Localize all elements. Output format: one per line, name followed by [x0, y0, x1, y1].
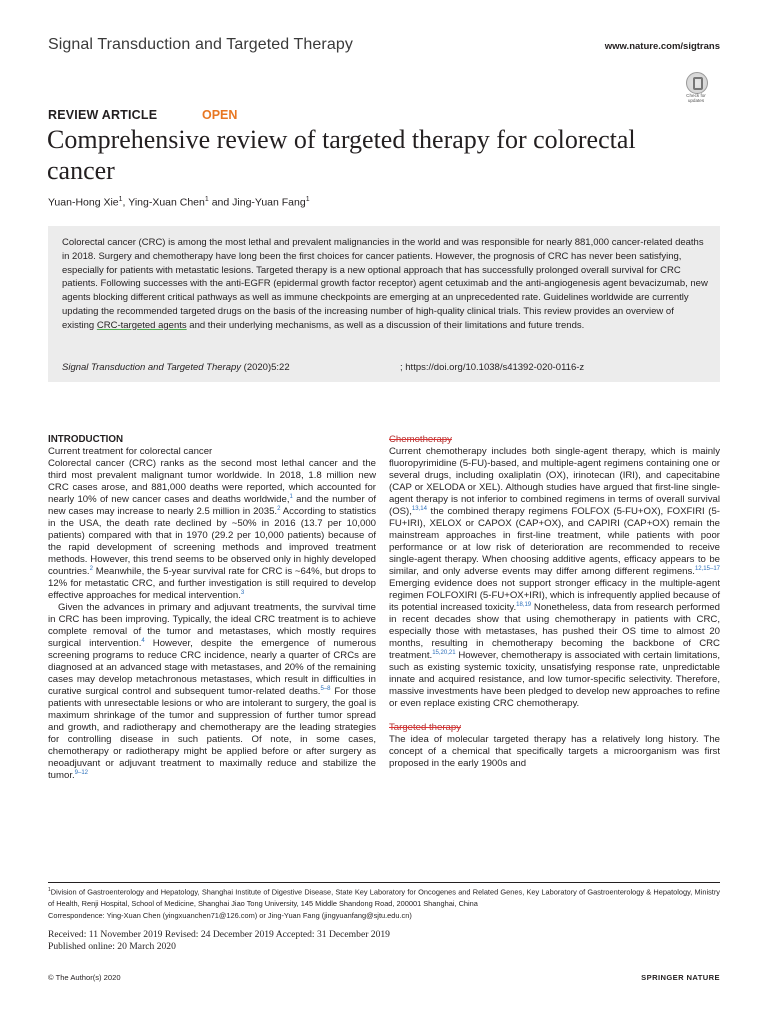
citation-ref[interactable]: 4: [141, 637, 145, 644]
article-title: Comprehensive review of targeted therapy for colorectal cancer: [47, 125, 636, 185]
citation-ref[interactable]: 3: [240, 589, 245, 596]
author-list: [48, 196, 310, 209]
author-separator: and: [208, 196, 233, 209]
text-run: Colorectal cancer (CRC) ranks as the second most lethal cancer and the third most prevalent malignant tumor worldwide. In 2018, 1.8 million new CRC cases arose, and 881,000 deaths were reported, which accounted for nearly 10% of new cancer cases and deaths worldwide,: [48, 458, 376, 505]
author-affiliation: 1: [204, 196, 209, 203]
article-dates: [48, 929, 390, 952]
affiliation-footnote: [48, 884, 720, 922]
right-column: [389, 434, 720, 770]
citation-ref[interactable]: 1: [289, 493, 293, 500]
abstract-text-part: Colorectal cancer (CRC) is among the most lethal and prevalent malignancies in the world and was responsible for nearly 881,000 cancer-related deaths in 2018. Surgery and chemotherapy have long been the first choices for cancer patients. However, the prognosis of CRC has never been satisfying, especially for patients with metastatic lesions. Targeted therapy is a new optional approach that has successfully prolonged overall survival for CRC patients. Following successes with the anti-EGFR (epidermal growth factor receptor) agent cetuximab and the anti-angiogenesis agent bevacizumab, new agents blocking different critical pathways as well as immune checkpoints are emerging at an unprecedented rate. Guidelines worldwide are currently updating the recommended targeted drugs on the basis of the increasing number of high-quality clinical trials. This review provides an overview of existing: [62, 237, 708, 331]
journal-website-link[interactable]: www.nature.com/sigtrans: [604, 41, 720, 52]
paragraph: The idea of molecular targeted therapy has a relatively long history. The concept of a chemical that specifically targets a microorganism was first proposed in the early 1900s and: [389, 734, 720, 769]
check-for-updates-badge[interactable]: [679, 72, 713, 104]
citation: [62, 362, 290, 373]
text-run: Nonetheless, data from research performed in recent decades show that using chemotherapy in patients with CRC, especially those with metastases, has pushed their OS time to almost 20 months, resulting in chemotherapy becoming the backbone of CRC treatment.: [389, 602, 720, 661]
text-run: Meanwhile, the 5-year survival rate for CRC is ~64%, but drops to 12% for metastatic CRC, and further investigation is still required to develop effective approaches for medical intervention.: [48, 566, 376, 601]
citation-ref[interactable]: 2: [277, 505, 281, 512]
citation-journal: Signal Transduction and Targeted Therapy: [62, 362, 242, 373]
subsection-heading: Current treatment for colorectal cancer: [48, 446, 213, 457]
text-run: However, chemotherapy is associated with certain limitations, such as existing systemic toxicity, unsatisfying response rate, unpredictable innate and acquired resistance, and low tumor-specific selectivity. Therefore, massive investments have been pledged to develop new approaches to refine or even replace existing CRC chemotherapy.: [389, 650, 720, 709]
article-type: REVIEW ARTICLE: [48, 108, 158, 122]
citation-ref[interactable]: 12,15–17: [694, 565, 720, 572]
citation-ref[interactable]: 2: [89, 565, 93, 572]
author-affiliation: 1: [118, 196, 123, 203]
affiliation-marker: 1: [48, 887, 51, 893]
abstract-highlighted-term: CRC-targeted agents: [96, 319, 187, 331]
citation-ref[interactable]: 15,20,21: [432, 649, 456, 656]
check-for-updates-icon: [686, 72, 708, 94]
text-run: However, despite the emergence of numerous screening programs to reduce CRC incidence, nearly a quarter of CRCs are diagnosed at an advanced stage with metastases, and 20% of the remaining cases may develop metachronous metastases, which result in difficulties in curative surgical control and subsequent tumor-related deaths.: [48, 638, 376, 697]
open-access-badge: OPEN: [202, 108, 238, 122]
abstract-text: [62, 236, 708, 333]
text-run: and the number of new cases may increase to nearly 2.5 million in 2035.: [48, 494, 376, 517]
text-run: Current chemotherapy includes both single-agent therapy, which is mainly fluoropyrimidine (5-FU)-based, and multiple-agent regimens containing one or several drugs, including oxaliplatin (OX), irinotecan (IRI), and capecitabine (CAP or XELODA or XEL). Although studies have argued that first-line single-agent therapy is not inferior to combined regimens in terms of overall survival (OS),: [389, 446, 720, 517]
citation-ref[interactable]: 18,19: [516, 601, 532, 608]
text-run: According to statistics in the USA, the death rate declined by ~50% in 2016 (13.7 per 10,000 patients) compared with that in 1970 (29.2 per 10,000 patients) because of the rapid development of screening methods and improved treatment methods. However, this trend seems to be observed only in highly developed countries.: [48, 506, 376, 577]
paragraph: [48, 458, 376, 602]
section-heading-introduction: INTRODUCTION: [48, 434, 124, 445]
check-for-updates-label: Check for updates: [686, 93, 706, 103]
text-run: Given the advances in primary and adjuvant treatments, the survival time in CRC has been improving. Typically, the ideal CRC treatment is to achieve complete removal of the tumor and metastases, which mostly requires surgical intervention.: [48, 602, 376, 649]
received-revised-accepted: Received: 11 November 2019 Revised: 24 December 2019 Accepted: 31 December 2019: [48, 929, 390, 940]
abstract-box: [48, 226, 720, 382]
doi-link[interactable]: ; https://doi.org/10.1038/s41392-020-0116-z: [400, 362, 585, 373]
journal-name: Signal Transduction and Targeted Therapy: [48, 36, 353, 53]
paragraph: [389, 446, 720, 710]
citation-ref[interactable]: 5–8: [320, 685, 331, 692]
correspondence: Correspondence: Ying-Xuan Chen (yingxuanchen71@126.com) or Jing-Yuan Fang (jingyuanfang@sjtu.edu.cn): [48, 911, 412, 921]
text-run: Emerging evidence does not support stronger efficacy in the multiple-agent regimen FOLFOXIRI (5-FU+OX+IRI), which is infrequently applied because of its potential increased toxicity.: [389, 578, 720, 613]
affiliation-text: Division of Gastroenterology and Hepatology, Shanghai Institute of Digestive Disease, State Key Laboratory for Oncogenes and Related Genes, Key Laboratory of Gastroenterology & Hepatology, Ministry of Health, Renji Hospital, School of Medicine, Shanghai Jiao Tong University, 145 Middle Shandong Road, 200001 Shanghai, China: [48, 887, 720, 909]
author-name[interactable]: Jing-Yuan Fang: [232, 196, 306, 209]
published-online: Published online: 20 March 2020: [48, 940, 176, 952]
paragraph-gap: [389, 710, 720, 722]
author-name[interactable]: Ying-Xuan Chen: [128, 196, 205, 209]
text-run: the combined therapy regimens FOLFOX (5-FU+OX), FOXFIRI (5-FU+IRI), XELOX or CAPOX (CAP+OX), and CAPIRI (CAP+OX) remain the mainstream approaches in first-line treatment, while patients with poor performance or at low risk of deterioration are recommended to receive single-agent therapy. When choosing additive agents, efficacy appears to be similar, and only adverse events may differ among different regimens.: [389, 506, 720, 577]
citation-ref[interactable]: 9–12: [74, 769, 89, 776]
author-affiliation: 1: [305, 196, 310, 203]
footnote-divider: [48, 882, 720, 883]
text-run: For those patients with unresectable lesions or who are intolerant to surgery, the goal is maximum shrinkage of the tumor and suppression of further tumor spread and growth, and radiotherapy and chemotherapy are the leading strategies for controlling disease in such patients. Of note, in some cases, chemotherapy or radiotherapy might be applied before or after surgery as neoadjuvant or adjuvant treatment to maximally reduce and stabilize the tumor.: [48, 686, 376, 781]
copyright: © The Author(s) 2020: [48, 973, 121, 982]
abstract-text-part: and their underlying mechanisms, as well as a discussion of their limitations and future trends.: [186, 319, 585, 331]
paragraph: [48, 602, 376, 782]
citation-ref[interactable]: 13,14: [411, 505, 427, 512]
subsection-heading-chemotherapy: Chemotherapy: [389, 434, 452, 445]
citation-volume: (2020)5:22: [241, 362, 290, 373]
author-separator: ,: [122, 196, 129, 209]
author-name[interactable]: Yuan-Hong Xie: [48, 196, 119, 209]
publisher-logo: SPRINGER NATURE: [641, 973, 720, 982]
subsection-heading-targeted-therapy: Targeted therapy: [389, 722, 461, 733]
left-column: [48, 434, 376, 782]
